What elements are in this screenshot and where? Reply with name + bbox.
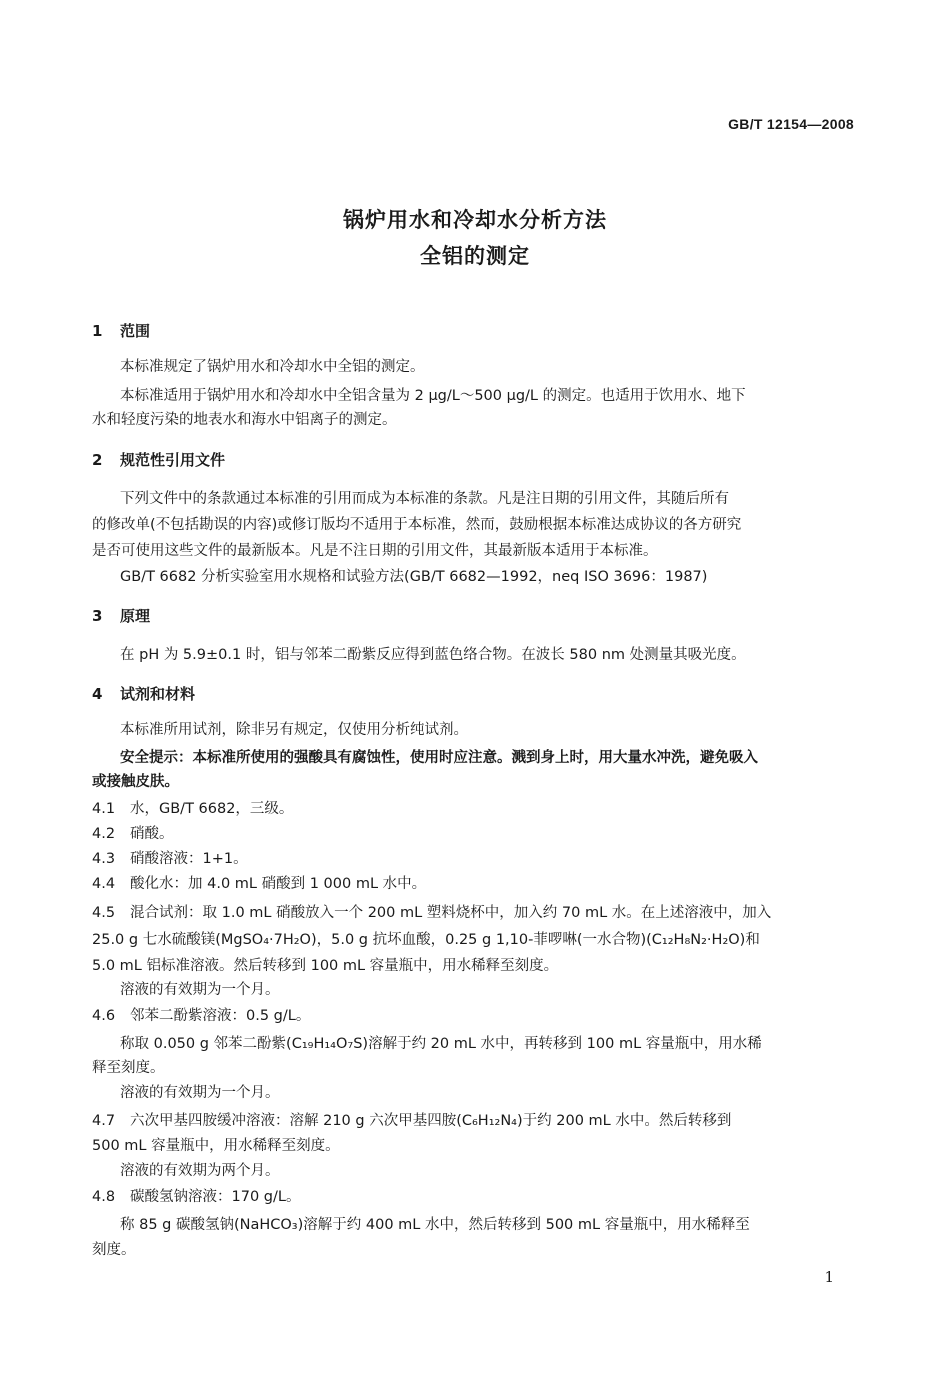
item-text: 水，GB/T 6682，三级。	[130, 801, 294, 817]
item-text: 500 mL 容量瓶中，用水稀释至刻度。	[92, 1138, 340, 1154]
item-4-4	[92, 874, 426, 894]
section-number: 2	[92, 451, 103, 469]
section-3-heading	[92, 605, 150, 626]
section-2-heading	[92, 449, 225, 470]
item-text: 硝酸溶液：1+1。	[130, 851, 248, 867]
document-subtitle: 全铝的测定	[420, 244, 530, 268]
item-text: 溶液的有效期为一个月。	[120, 1085, 280, 1101]
item-number: 4.7	[92, 1113, 116, 1129]
standard-code: GB/T 12154—2008	[728, 116, 854, 132]
paragraph: 下列文件中的条款通过本标准的引用而成为本标准的条款。凡是注日期的引用文件，其随后所有	[120, 491, 729, 507]
item-text: 刻度。	[92, 1242, 136, 1258]
item-text: 碳酸氢钠溶液：170 g/L。	[130, 1189, 301, 1205]
item-text: 六次甲基四胺缓冲溶液：溶解 210 g 六次甲基四胺(C₆H₁₂N₄)于约 200 mL 水中。然后转移到	[130, 1113, 732, 1129]
item-4-5	[92, 903, 771, 923]
page-number: 1	[824, 1268, 834, 1286]
section-4-heading	[92, 683, 195, 704]
paragraph: 是否可使用这些文件的最新版本。凡是不注日期的引用文件，其最新版本适用于本标准。	[92, 543, 658, 559]
section-number: 3	[92, 607, 103, 625]
paragraph: 水和轻度污染的地表水和海水中铝离子的测定。	[92, 412, 397, 428]
item-number: 4.4	[92, 876, 116, 892]
item-4-3	[92, 849, 248, 869]
section-number: 4	[92, 685, 103, 703]
item-number: 4.8	[92, 1189, 116, 1205]
item-text: 酸化水：加 4.0 mL 硝酸到 1 000 mL 水中。	[130, 876, 427, 892]
item-text: 混合试剂：取 1.0 mL 硝酸放入一个 200 mL 塑料烧杯中，加入约 70 mL 水。在上述溶液中，加入	[130, 905, 772, 921]
section-1-heading	[92, 320, 150, 341]
item-text: 称 85 g 碳酸氢钠(NaHCO₃)溶解于约 400 mL 水中，然后转移到 500 mL 容量瓶中，用水稀释至	[120, 1217, 750, 1233]
item-text: 25.0 g 七水硫酸镁(MgSO₄·7H₂O)，5.0 g 抗坏血酸，0.25 g 1,10-菲啰啉(一水合物)(C₁₂H₈N₂·H₂O)和	[92, 932, 760, 948]
item-text: 邻苯二酚紫溶液：0.5 g/L。	[130, 1008, 311, 1024]
section-title: 原理	[120, 607, 151, 625]
item-number: 4.5	[92, 905, 116, 921]
section-title: 范围	[120, 322, 151, 340]
item-text: 5.0 mL 铝标准溶液。然后转移到 100 mL 容量瓶中，用水稀释至刻度。	[92, 958, 559, 974]
safety-warning: 或接触皮肤。	[92, 774, 179, 790]
paragraph: 本标准规定了锅炉用水和冷却水中全铝的测定。	[120, 359, 425, 375]
item-number: 4.1	[92, 801, 116, 817]
item-4-6	[92, 1006, 310, 1026]
paragraph: 在 pH 为 5.9±0.1 时，铝与邻苯二酚紫反应得到蓝色络合物。在波长 580 nm 处测量其吸光度。	[120, 647, 746, 663]
item-text: 溶液的有效期为两个月。	[120, 1163, 280, 1179]
item-4-1	[92, 799, 293, 819]
item-text: 硝酸。	[130, 826, 174, 842]
document-title: 锅炉用水和冷却水分析方法	[343, 208, 607, 232]
item-text: 称取 0.050 g 邻苯二酚紫(C₁₉H₁₄O₇S)溶解于约 20 mL 水中，再转移到 100 mL 容量瓶中，用水稀	[120, 1036, 762, 1052]
item-number: 4.3	[92, 851, 116, 867]
item-text: 释至刻度。	[92, 1060, 165, 1076]
item-4-2	[92, 824, 174, 844]
item-4-7	[92, 1111, 731, 1131]
item-number: 4.2	[92, 826, 116, 842]
item-text: 溶液的有效期为一个月。	[120, 982, 280, 998]
paragraph: 本标准适用于锅炉用水和冷却水中全铝含量为 2 μg/L～500 μg/L 的测定。也适用于饮用水、地下	[120, 388, 746, 404]
item-4-8	[92, 1187, 300, 1207]
paragraph: 本标准所用试剂，除非另有规定，仅使用分析纯试剂。	[120, 722, 468, 738]
item-number: 4.6	[92, 1008, 116, 1024]
normative-reference: GB/T 6682 分析实验室用水规格和试验方法(GB/T 6682—1992，neq ISO 3696：1987)	[120, 569, 708, 585]
section-number: 1	[92, 322, 103, 340]
safety-warning: 安全提示：本标准所使用的强酸具有腐蚀性，使用时应注意。溅到身上时，用大量水冲洗，避免吸入	[120, 750, 758, 766]
paragraph: 的修改单(不包括勘误的内容)或修订版均不适用于本标准，然而，鼓励根据本标准达成协议的各方研究	[92, 517, 742, 533]
section-title: 规范性引用文件	[120, 451, 226, 469]
section-title: 试剂和材料	[120, 685, 196, 703]
